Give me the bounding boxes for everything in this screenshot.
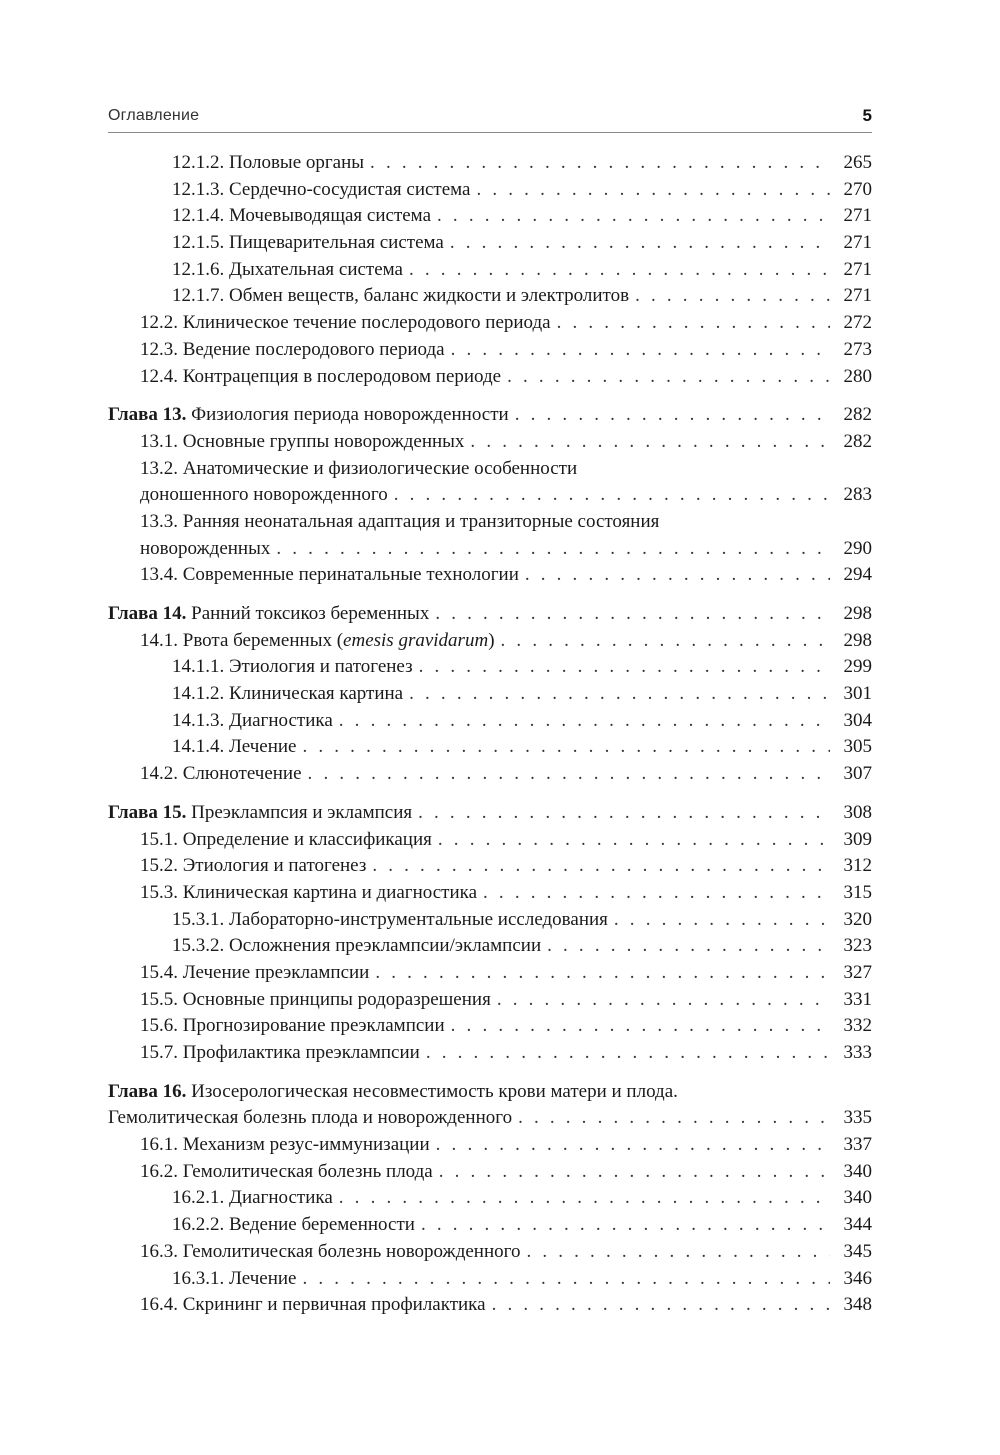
toc-entry[interactable] [108,1185,872,1212]
toc-entry-title: Обмен веществ, баланс жидкости и электролитов [229,285,630,307]
toc-chapter[interactable] [108,601,872,628]
dot-leader [483,880,830,907]
toc-entry-number: 15.6. [140,1015,178,1037]
toc-entry-page: 346 [843,1267,872,1289]
toc-entry[interactable] [108,708,872,735]
dot-leader [557,310,830,337]
toc-entry[interactable] [108,907,872,934]
dot-leader [501,628,830,655]
toc-entry-title: Ведение беременности [229,1214,415,1236]
dot-leader [394,482,830,509]
toc-entry-page: 327 [843,961,872,983]
dot-leader [507,364,830,391]
toc-entry-page: 270 [843,178,872,200]
dot-leader [409,257,830,284]
toc-entry-title: Клиническая картина и диагностика [182,881,478,903]
toc-entry-page: 333 [843,1042,872,1063]
toc-entry-continuation[interactable] [108,482,872,509]
toc-entry-number: 12.2. [140,312,178,334]
toc-entry-page: 323 [843,935,872,957]
toc-entry-page: 340 [843,1187,872,1209]
dot-leader [492,1292,830,1319]
toc-entry[interactable] [108,880,872,907]
toc-entry[interactable] [108,1292,872,1319]
toc-entry-page: 307 [843,763,872,785]
toc-entry[interactable] [108,933,872,960]
toc-entry-page: 271 [843,232,872,254]
toc-entry-number: 15.2. [140,855,178,877]
chapter-label: Глава 14. [108,603,187,624]
dot-leader [476,177,830,204]
toc-entry-continuation[interactable] [108,536,872,563]
toc-entry-number: 12.1.7. [172,285,225,307]
toc-entry-number: 15.3.1. [172,908,225,930]
toc-entry-number: 12.1.6. [172,258,225,280]
toc-entry-title: Гемолитическая болезнь плода [182,1160,433,1182]
toc-entry-title: Осложнения преэклампсии/эклампсии [229,935,542,957]
toc-entry-number: 13.2. [140,457,178,479]
toc-entry-page: 271 [843,258,872,280]
toc-entry-title: Диагностика [229,709,333,731]
toc-entry-title-suffix: ) [488,629,495,651]
toc-entry-title: Диагностика [229,1187,333,1209]
toc-entry-number: 13.4. [140,564,178,586]
toc-chapter[interactable] [108,1079,872,1106]
toc-entry[interactable] [108,827,872,854]
toc-entry-page: 273 [843,338,872,360]
toc-entry[interactable] [108,257,872,284]
toc-chapter[interactable] [108,402,872,429]
table-of-contents [108,150,872,1319]
toc-entry-page: 271 [843,285,872,307]
toc-entry[interactable] [108,1013,872,1040]
toc-entry-title: Ранний токсикоз беременных [191,603,430,624]
toc-entry-page: 290 [843,537,872,559]
toc-entry-page: 345 [843,1240,872,1262]
toc-entry-title: Клиническая картина [229,683,404,705]
toc-entry-number: 12.1.5. [172,232,225,254]
toc-entry-number: 12.1.4. [172,205,225,227]
toc-entry-page: 335 [843,1107,872,1129]
toc-entry-page: 304 [843,709,872,731]
toc-entry-page: 294 [843,564,872,586]
toc-entry-page: 320 [843,908,872,930]
toc-entry[interactable] [108,562,872,589]
toc-entry-title: Механизм резус-иммунизации [182,1134,430,1156]
toc-entry[interactable] [108,283,872,310]
dot-leader [339,1185,830,1212]
toc-entry-number: 16.1. [140,1134,178,1156]
dot-leader [436,1132,830,1159]
toc-entry-title: Лечение [229,736,297,758]
toc-entry[interactable] [108,960,872,987]
toc-entry-number: 15.3.2. [172,935,225,957]
toc-entry-title: Профилактика преэклампсии [182,1042,420,1063]
toc-entry-title: Основные принципы родоразрешения [182,988,491,1010]
toc-entry-page: 272 [843,312,872,334]
toc-entry-title-italic: emesis gravidarum [343,629,489,651]
dot-leader [451,1013,830,1040]
toc-entry-page: 340 [843,1160,872,1182]
dot-leader [450,230,830,257]
toc-entry[interactable] [108,1132,872,1159]
toc-entry-number: 16.2.1. [172,1187,225,1209]
toc-entry[interactable] [108,177,872,204]
toc-entry[interactable] [108,337,872,364]
toc-entry-page: 309 [843,828,872,850]
dot-leader [419,654,830,681]
toc-entry-title: Половые органы [229,152,365,173]
toc-entry-page: 332 [843,1015,872,1037]
toc-entry-title: Рвота беременных ( [182,629,344,651]
toc-entry-title: Преэклампсия и эклампсия [191,801,413,823]
toc-entry-number: 16.3. [140,1240,178,1262]
toc-entry-page: 337 [843,1134,872,1156]
toc-entry-title: Основные группы новорожденных [182,430,465,452]
toc-entry[interactable] [108,1212,872,1239]
toc-entry[interactable] [108,310,872,337]
toc-entry-title: Сердечно-сосудистая система [229,178,471,200]
running-header-title: Оглавление [108,107,200,124]
toc-entry-title: Современные перинатальные технологии [182,564,519,586]
dot-leader [421,1212,830,1239]
toc-entry[interactable] [108,853,872,880]
toc-entry[interactable] [108,364,872,391]
dot-leader [515,402,830,429]
toc-entry[interactable] [108,429,872,456]
dot-leader [526,1239,830,1266]
dot-leader [437,203,830,230]
toc-entry-page: 265 [843,152,872,173]
toc-entry-number: 15.7. [140,1042,178,1063]
toc-entry-number: 16.4. [140,1294,178,1316]
toc-entry[interactable] [108,509,872,536]
toc-entry-title: Анатомические и физиологические особенности [182,457,578,479]
chapter-label: Глава 13. [108,404,187,426]
dot-leader [435,601,830,628]
chapter-label: Глава 15. [108,801,187,823]
toc-entry-number: 12.3. [140,338,178,360]
toc-entry[interactable] [108,456,872,483]
toc-entry-title: Контрацепция в послеродовом периоде [182,365,502,387]
dot-leader [418,800,830,827]
dot-leader [451,337,830,364]
dot-leader [438,827,830,854]
toc-entry-title: Пищеварительная система [229,232,444,254]
toc-entry[interactable] [108,1040,872,1067]
toc-entry-title: Гемолитическая болезнь плода и новорожденного [108,1107,513,1129]
dot-leader [409,681,830,708]
dot-leader [635,283,830,310]
toc-entry-number: 15.1. [140,828,178,850]
toc-entry[interactable] [108,654,872,681]
toc-entry-number: 12.1.3. [172,178,225,200]
toc-entry-page: 271 [843,205,872,227]
dot-leader [518,1105,830,1132]
toc-entry-page: 298 [843,603,872,624]
dot-leader [302,734,830,761]
toc-entry-page: 308 [843,801,872,823]
toc-entry-page: 283 [843,484,872,506]
toc-entry-title: доношенного новорожденного [140,484,388,506]
toc-entry[interactable] [108,1159,872,1186]
toc-entry-title: Этиология и патогенез [182,855,367,877]
page-number: 5 [862,106,872,125]
toc-entry-title: Изосерологическая несовместимость крови матери и плода. [191,1080,678,1102]
dot-leader [308,761,830,788]
toc-entry-page: 280 [843,365,872,387]
toc-entry-number: 14.2. [140,763,178,785]
toc-entry-title: Прогнозирование преэклампсии [182,1015,445,1037]
toc-entry[interactable] [108,681,872,708]
toc-entry[interactable] [108,230,872,257]
toc-entry-title: Физиология периода новорожденности [191,404,509,426]
toc-entry-page: 331 [843,988,872,1010]
toc-entry[interactable] [108,987,872,1014]
toc-entry-title: Этиология и патогенез [229,656,413,678]
toc-entry-number: 15.5. [140,988,178,1010]
toc-entry[interactable] [108,734,872,761]
toc-entry-title: Лечение преэклампсии [182,961,370,983]
toc-entry[interactable] [108,1266,872,1293]
dot-leader [525,562,830,589]
toc-entry-title: Мочевыводящая система [229,205,432,227]
toc-entry-page: 282 [843,430,872,452]
toc-entry-page: 305 [843,736,872,758]
dot-leader [339,708,830,735]
toc-entry-number: 12.4. [140,365,178,387]
chapter-label: Глава 16. [108,1080,187,1102]
toc-entry-page: 315 [843,881,872,903]
toc-entry-number: 13.3. [140,510,178,532]
toc-entry-title: Дыхательная система [229,258,403,280]
toc-entry-number: 14.1.1. [172,656,225,678]
toc-entry[interactable] [108,628,872,655]
toc-entry-title: Слюнотечение [182,763,302,785]
toc-entry[interactable] [108,1239,872,1266]
toc-entry-title: Ранняя неонатальная адаптация и транзиторные состояния [182,510,660,532]
toc-chapter-continuation[interactable] [108,1105,872,1132]
toc-entry[interactable] [108,761,872,788]
toc-entry-number: 14.1.4. [172,736,225,758]
dot-leader [276,536,830,563]
running-header [108,106,872,133]
toc-entry-number: 13.1. [140,430,178,452]
dot-leader [426,1040,830,1067]
toc-entry-page: 301 [843,683,872,705]
toc-entry-number: 16.3.1. [172,1267,225,1289]
toc-entry-number: 15.4. [140,961,178,983]
dot-leader [372,853,830,880]
toc-entry-page: 344 [843,1214,872,1236]
toc-entry-title: Лабораторно-инструментальные исследования [229,908,608,930]
toc-entry[interactable] [108,150,872,177]
dot-leader [470,429,830,456]
toc-entry-page: 299 [843,656,872,678]
toc-entry-title: Лечение [229,1267,297,1289]
toc-entry-title: новорожденных [140,537,271,559]
toc-entry-number: 14.1. [140,629,178,651]
toc-entry-number: 14.1.3. [172,709,225,731]
dot-leader [497,987,830,1014]
dot-leader [370,150,830,177]
dot-leader [439,1159,830,1186]
dot-leader [375,960,830,987]
dot-leader [547,933,830,960]
toc-chapter[interactable] [108,800,872,827]
toc-entry-page: 312 [843,855,872,877]
toc-entry-number: 15.3. [140,881,178,903]
toc-entry-title: Ведение послеродового периода [182,338,445,360]
toc-entry-title: Определение и классификация [182,828,432,850]
dot-leader [302,1266,830,1293]
dot-leader [614,907,830,934]
toc-entry-number: 16.2. [140,1160,178,1182]
toc-entry[interactable] [108,203,872,230]
toc-entry-title: Гемолитическая болезнь новорожденного [182,1240,521,1262]
toc-entry-page: 348 [843,1294,872,1316]
toc-entry-title: Скрининг и первичная профилактика [182,1294,486,1316]
toc-entry-title: Клиническое течение послеродового периода [182,312,551,334]
toc-entry-page: 298 [843,629,872,651]
toc-entry-number: 16.2.2. [172,1214,225,1236]
toc-entry-page: 282 [843,404,872,426]
toc-entry-number: 12.1.2. [172,152,225,173]
toc-entry-number: 14.1.2. [172,683,225,705]
